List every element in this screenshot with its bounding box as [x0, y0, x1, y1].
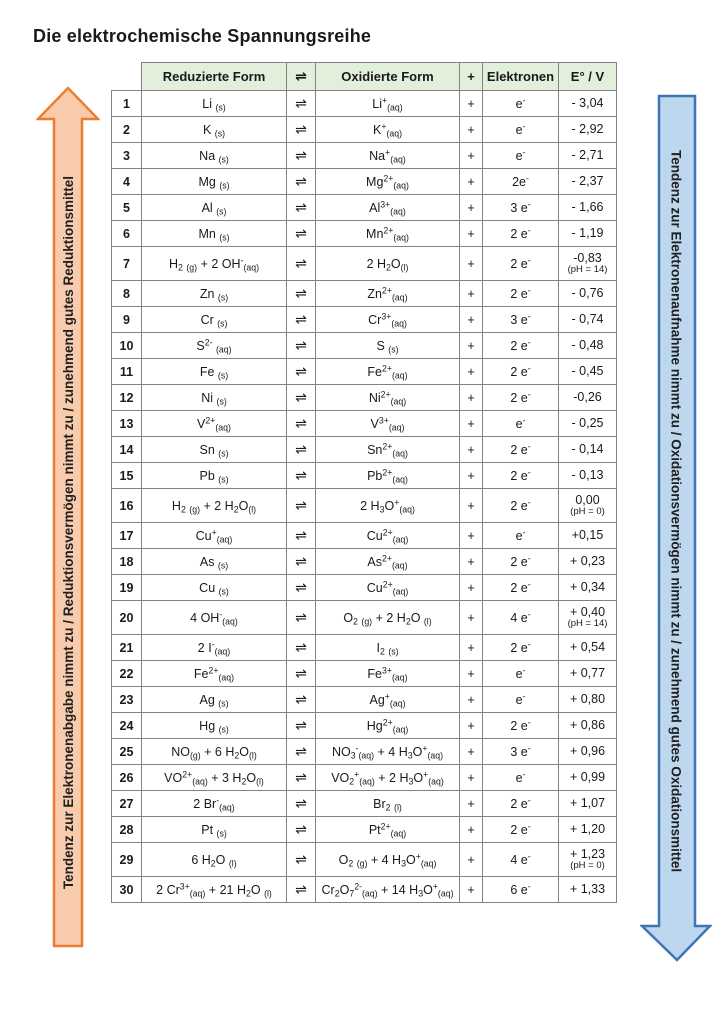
header-corner [112, 63, 142, 91]
equilibrium-icon: ⇌ [287, 221, 316, 247]
row-number: 13 [112, 411, 142, 437]
reduced-form: $S^{2-}$ $_{(aq)}$ [142, 333, 287, 359]
header-equilibrium-icon: ⇌ [287, 63, 316, 91]
row-number: 28 [112, 817, 142, 843]
potential-value: + 1,07 [559, 791, 617, 817]
electrons: 2 e- [483, 713, 559, 739]
equilibrium-icon: ⇌ [287, 281, 316, 307]
potential-value: - 1,19 [559, 221, 617, 247]
table-row [112, 437, 617, 463]
oxidized-form: $O_2$ $_{(g)}$ + 4 $H_3O^+_{(aq)}$ [316, 843, 460, 877]
table-header-row [112, 63, 617, 91]
potential-value: + 0,99 [559, 765, 617, 791]
plus-sign: + [460, 463, 483, 489]
reduced-form: 6 $H_2O$ $_{(l)}$ [142, 843, 287, 877]
potential-value: - 0,14 [559, 437, 617, 463]
electrons: e- [483, 411, 559, 437]
table-row [112, 463, 617, 489]
potential-value: + 1,23 (pH = 0) [559, 843, 617, 877]
equilibrium-icon: ⇌ [287, 307, 316, 333]
equilibrium-icon: ⇌ [287, 817, 316, 843]
header-oxidized-form: Oxidierte Form [316, 63, 460, 91]
potential-value: - 0,74 [559, 307, 617, 333]
header-plus-sign: + [460, 63, 483, 91]
reduced-form: Na $_{(s)}$ [142, 143, 287, 169]
row-number: 20 [112, 601, 142, 635]
potential-value: + 0,80 [559, 687, 617, 713]
equilibrium-icon: ⇌ [287, 877, 316, 903]
potential-value: -0,83 (pH = 14) [559, 247, 617, 281]
row-number: 1 [112, 91, 142, 117]
potential-value: -0,26 [559, 385, 617, 411]
page-title: Die elektrochemische Spannungsreihe [33, 26, 372, 46]
oxidized-form: $NO_3^-_{(aq)} + 4$ $H_3O^+_{(aq)}$ [316, 739, 460, 765]
plus-sign: + [460, 221, 483, 247]
row-number: 2 [112, 117, 142, 143]
reduced-form: Mg $_{(s)}$ [142, 169, 287, 195]
electrons: e- [483, 117, 559, 143]
ph-note: (pH = 14) [567, 264, 608, 276]
plus-sign: + [460, 91, 483, 117]
row-number: 8 [112, 281, 142, 307]
equilibrium-icon: ⇌ [287, 739, 316, 765]
plus-sign: + [460, 765, 483, 791]
oxidized-form: $O_2$ $_{(g)}$ + 2 $H_2O$ $_{(l)}$ [316, 601, 460, 635]
oxidized-form: $VO_2^+_{(aq)} + 2$ $H_3O^+_{(aq)}$ [316, 765, 460, 791]
reduced-form: $V^{2+}_{(aq)}$ [142, 411, 287, 437]
potential-value: - 3,04 [559, 91, 617, 117]
reduced-form: 2 $Cr^{3+}_{(aq)} + 21$ $H_2O$ $_{(l)}$ [142, 877, 287, 903]
plus-sign: + [460, 489, 483, 523]
table-row [112, 221, 617, 247]
electrons: 2 e- [483, 635, 559, 661]
table-row [112, 713, 617, 739]
row-number: 7 [112, 247, 142, 281]
oxidized-form: $Fe^{2+}_{(aq)}$ [316, 359, 460, 385]
equilibrium-icon: ⇌ [287, 437, 316, 463]
electrons: 2 e- [483, 575, 559, 601]
table-row [112, 143, 617, 169]
down-arrow-icon [640, 94, 712, 962]
oxidized-form: $Mn^{2+}_{(aq)}$ [316, 221, 460, 247]
table-row [112, 489, 617, 523]
table-row [112, 169, 617, 195]
header-reduced-form: Reduzierte Form [142, 63, 287, 91]
reduced-form: Mn $_{(s)}$ [142, 221, 287, 247]
electrons: 2 e- [483, 359, 559, 385]
row-number: 19 [112, 575, 142, 601]
table-row [112, 117, 617, 143]
table-row [112, 91, 617, 117]
equilibrium-icon: ⇌ [287, 117, 316, 143]
oxidized-form: $Hg^{2+}_{(aq)}$ [316, 713, 460, 739]
up-arrow-icon [36, 86, 100, 948]
plus-sign: + [460, 169, 483, 195]
potential-value: - 2,71 [559, 143, 617, 169]
equilibrium-icon: ⇌ [287, 549, 316, 575]
oxidized-form: S $_{(s)}$ [316, 333, 460, 359]
equilibrium-icon: ⇌ [287, 247, 316, 281]
oxidized-form: $Al^{3+}_{(aq)}$ [316, 195, 460, 221]
row-number: 15 [112, 463, 142, 489]
row-number: 5 [112, 195, 142, 221]
oxidized-form: $Pt^{2+}_{(aq)}$ [316, 817, 460, 843]
plus-sign: + [460, 333, 483, 359]
oxidized-form: $Cr_2O_7^{2-}_{(aq)} + 14$ $H_3O^+_{(aq)}$ [316, 877, 460, 903]
row-number: 22 [112, 661, 142, 687]
oxidized-form: $Sn^{2+}_{(aq)}$ [316, 437, 460, 463]
spannungsreihe-table [111, 62, 617, 903]
oxidized-form: $Cu^{2+}_{(aq)}$ [316, 523, 460, 549]
oxidized-form: $Li^+_{(aq)}$ [316, 91, 460, 117]
row-number: 17 [112, 523, 142, 549]
table-row [112, 575, 617, 601]
potential-value: +0,15 [559, 523, 617, 549]
reduced-form: $Cu^+_{(aq)}$ [142, 523, 287, 549]
equilibrium-icon: ⇌ [287, 523, 316, 549]
reduced-form: $Fe^{2+}_{(aq)}$ [142, 661, 287, 687]
potential-value: + 1,33 [559, 877, 617, 903]
potential-value: - 0,25 [559, 411, 617, 437]
reduced-form: Li $_{(s)}$ [142, 91, 287, 117]
reduced-form: Cu $_{(s)}$ [142, 575, 287, 601]
ph-note: (pH = 0) [570, 860, 605, 872]
equilibrium-icon: ⇌ [287, 661, 316, 687]
electrons: 4 e- [483, 601, 559, 635]
row-number: 12 [112, 385, 142, 411]
row-number: 10 [112, 333, 142, 359]
plus-sign: + [460, 635, 483, 661]
table-row [112, 385, 617, 411]
table-row [112, 549, 617, 575]
equilibrium-icon: ⇌ [287, 169, 316, 195]
plus-sign: + [460, 739, 483, 765]
electrons: 3 e- [483, 195, 559, 221]
equilibrium-icon: ⇌ [287, 489, 316, 523]
table-row [112, 359, 617, 385]
electrons: 2 e- [483, 221, 559, 247]
potential-value: + 0,34 [559, 575, 617, 601]
potential-value: + 1,20 [559, 817, 617, 843]
oxidized-form: $Cr^{3+}_{(aq)}$ [316, 307, 460, 333]
equilibrium-icon: ⇌ [287, 333, 316, 359]
reduced-form: As $_{(s)}$ [142, 549, 287, 575]
electrons: e- [483, 91, 559, 117]
reduced-form: $VO^{2+}_{(aq)} + 3$ $H_2O_{(l)}$ [142, 765, 287, 791]
equilibrium-icon: ⇌ [287, 687, 316, 713]
plus-sign: + [460, 385, 483, 411]
reduced-form: 4 $OH^-_{(aq)}$ [142, 601, 287, 635]
equilibrium-icon: ⇌ [287, 411, 316, 437]
oxidation-tendency-arrow [640, 94, 712, 962]
table-row [112, 635, 617, 661]
potential-value: - 2,37 [559, 169, 617, 195]
plus-sign: + [460, 307, 483, 333]
potential-value: - 2,92 [559, 117, 617, 143]
electrons: 2 e- [483, 247, 559, 281]
oxidized-form: $Cu^{2+}_{(aq)}$ [316, 575, 460, 601]
row-number: 4 [112, 169, 142, 195]
row-number: 6 [112, 221, 142, 247]
plus-sign: + [460, 411, 483, 437]
row-number: 27 [112, 791, 142, 817]
equilibrium-icon: ⇌ [287, 359, 316, 385]
reduced-form: Ni $_{(s)}$ [142, 385, 287, 411]
plus-sign: + [460, 713, 483, 739]
equilibrium-icon: ⇌ [287, 635, 316, 661]
equilibrium-icon: ⇌ [287, 195, 316, 221]
reduced-form: Ag $_{(s)}$ [142, 687, 287, 713]
table-row [112, 247, 617, 281]
row-number: 9 [112, 307, 142, 333]
oxidized-form: $Ag^+_{(aq)}$ [316, 687, 460, 713]
electrons: 6 e- [483, 877, 559, 903]
reduced-form: $NO_{(g)} + 6$ $H_2O_{(l)}$ [142, 739, 287, 765]
electrons: 2 e- [483, 463, 559, 489]
oxidized-form: $Na^+_{(aq)}$ [316, 143, 460, 169]
potential-value: + 0,54 [559, 635, 617, 661]
reduced-form: Pb $_{(s)}$ [142, 463, 287, 489]
potential-value: + 0,96 [559, 739, 617, 765]
reduced-form: $H_2$ $_{(g)}$ + 2 $OH^-_{(aq)}$ [142, 247, 287, 281]
reduced-form: 2 $I^-_{(aq)}$ [142, 635, 287, 661]
potential-value: + 0,86 [559, 713, 617, 739]
plus-sign: + [460, 791, 483, 817]
oxidized-form: $Ni^{2+}_{(aq)}$ [316, 385, 460, 411]
reduced-form: Fe $_{(s)}$ [142, 359, 287, 385]
table-row [112, 281, 617, 307]
table-row [112, 843, 617, 877]
electrons: 2 e- [483, 281, 559, 307]
ph-note: (pH = 0) [570, 506, 605, 518]
row-number: 25 [112, 739, 142, 765]
plus-sign: + [460, 359, 483, 385]
equilibrium-icon: ⇌ [287, 843, 316, 877]
reduced-form: Sn $_{(s)}$ [142, 437, 287, 463]
plus-sign: + [460, 843, 483, 877]
potential-value: - 0,13 [559, 463, 617, 489]
electrons: 2e- [483, 169, 559, 195]
equilibrium-icon: ⇌ [287, 601, 316, 635]
potential-value: 0,00 (pH = 0) [559, 489, 617, 523]
electrons: e- [483, 143, 559, 169]
reduced-form: Zn $_{(s)}$ [142, 281, 287, 307]
plus-sign: + [460, 575, 483, 601]
equilibrium-icon: ⇌ [287, 575, 316, 601]
table-row [112, 739, 617, 765]
table-row [112, 307, 617, 333]
potential-value: - 0,48 [559, 333, 617, 359]
electrons: 2 e- [483, 791, 559, 817]
electrons: 3 e- [483, 307, 559, 333]
electrons: 2 e- [483, 489, 559, 523]
row-number: 3 [112, 143, 142, 169]
oxidized-form: $Pb^{2+}_{(aq)}$ [316, 463, 460, 489]
equilibrium-icon: ⇌ [287, 385, 316, 411]
plus-sign: + [460, 549, 483, 575]
plus-sign: + [460, 661, 483, 687]
oxidized-form: $Zn^{2+}_{(aq)}$ [316, 281, 460, 307]
table-body [112, 91, 617, 903]
row-number: 29 [112, 843, 142, 877]
oxidized-form: $Fe^{3+}_{(aq)}$ [316, 661, 460, 687]
plus-sign: + [460, 523, 483, 549]
oxidized-form: $I_2$ $_{(s)}$ [316, 635, 460, 661]
table-row [112, 411, 617, 437]
plus-sign: + [460, 281, 483, 307]
equilibrium-icon: ⇌ [287, 463, 316, 489]
potential-value: - 0,76 [559, 281, 617, 307]
electrons: 2 e- [483, 385, 559, 411]
reduced-form: Cr $_{(s)}$ [142, 307, 287, 333]
equilibrium-icon: ⇌ [287, 765, 316, 791]
oxidized-form: $Mg^{2+}_{(aq)}$ [316, 169, 460, 195]
table-row [112, 661, 617, 687]
oxidized-form: $K^+_{(aq)}$ [316, 117, 460, 143]
table-row [112, 523, 617, 549]
reduced-form: 2 $Br^-_{(aq)}$ [142, 791, 287, 817]
plus-sign: + [460, 437, 483, 463]
table-row [112, 601, 617, 635]
table-row [112, 195, 617, 221]
electrons: 2 e- [483, 817, 559, 843]
table-row [112, 817, 617, 843]
electrons: 2 e- [483, 333, 559, 359]
plus-sign: + [460, 143, 483, 169]
row-number: 26 [112, 765, 142, 791]
oxidation-arrow-label: Tendenz zur Elektronenaufnahme nimmt zu / Oxidationsvermögen nimmt zu / zunehmend gutes Oxidationsmittel [668, 149, 684, 873]
plus-sign: + [460, 601, 483, 635]
oxidized-form: 2 $H_3O^+_{(aq)}$ [316, 489, 460, 523]
header-potential: E° / V [559, 63, 617, 91]
plus-sign: + [460, 117, 483, 143]
potential-value: + 0,23 [559, 549, 617, 575]
potential-value: - 0,45 [559, 359, 617, 385]
oxidized-form: $V^{3+}_{(aq)}$ [316, 411, 460, 437]
potential-value: + 0,77 [559, 661, 617, 687]
reduction-tendency-arrow [36, 86, 100, 948]
header-electrons: Elektronen [483, 63, 559, 91]
row-number: 30 [112, 877, 142, 903]
table-row [112, 791, 617, 817]
electrons: 4 e- [483, 843, 559, 877]
reduced-form: Al $_{(s)}$ [142, 195, 287, 221]
row-number: 14 [112, 437, 142, 463]
oxidized-form: $As^{2+}_{(aq)}$ [316, 549, 460, 575]
reduced-form: $H_2$ $_{(g)}$ + 2 $H_2O_{(l)}$ [142, 489, 287, 523]
equilibrium-icon: ⇌ [287, 713, 316, 739]
ph-note: (pH = 14) [567, 618, 608, 630]
equilibrium-icon: ⇌ [287, 91, 316, 117]
table-row [112, 877, 617, 903]
oxidized-form: $Br_2$ $_{(l)}$ [316, 791, 460, 817]
reduction-arrow-label: Tendenz zur Elektronenabgabe nimmt zu / Reduktionsvermögen nimmt zu / zunehmend gutes Reduktionsmittel [60, 175, 76, 890]
row-number: 11 [112, 359, 142, 385]
plus-sign: + [460, 687, 483, 713]
plus-sign: + [460, 195, 483, 221]
electrons: 2 e- [483, 437, 559, 463]
electrons: e- [483, 661, 559, 687]
reduced-form: K $_{(s)}$ [142, 117, 287, 143]
row-number: 18 [112, 549, 142, 575]
row-number: 23 [112, 687, 142, 713]
oxidized-form: 2 $H_2O_{(l)}$ [316, 247, 460, 281]
electrons: 3 e- [483, 739, 559, 765]
potential-value: - 1,66 [559, 195, 617, 221]
reduced-form: Pt $_{(s)}$ [142, 817, 287, 843]
row-number: 16 [112, 489, 142, 523]
potential-value: + 0,40 (pH = 14) [559, 601, 617, 635]
electrons: 2 e- [483, 549, 559, 575]
table-row [112, 333, 617, 359]
reduced-form: Hg $_{(s)}$ [142, 713, 287, 739]
plus-sign: + [460, 817, 483, 843]
electrons: e- [483, 765, 559, 791]
table-row [112, 765, 617, 791]
table-row [112, 687, 617, 713]
plus-sign: + [460, 877, 483, 903]
electrons: e- [483, 523, 559, 549]
row-number: 21 [112, 635, 142, 661]
equilibrium-icon: ⇌ [287, 791, 316, 817]
row-number: 24 [112, 713, 142, 739]
plus-sign: + [460, 247, 483, 281]
electrons: e- [483, 687, 559, 713]
equilibrium-icon: ⇌ [287, 143, 316, 169]
